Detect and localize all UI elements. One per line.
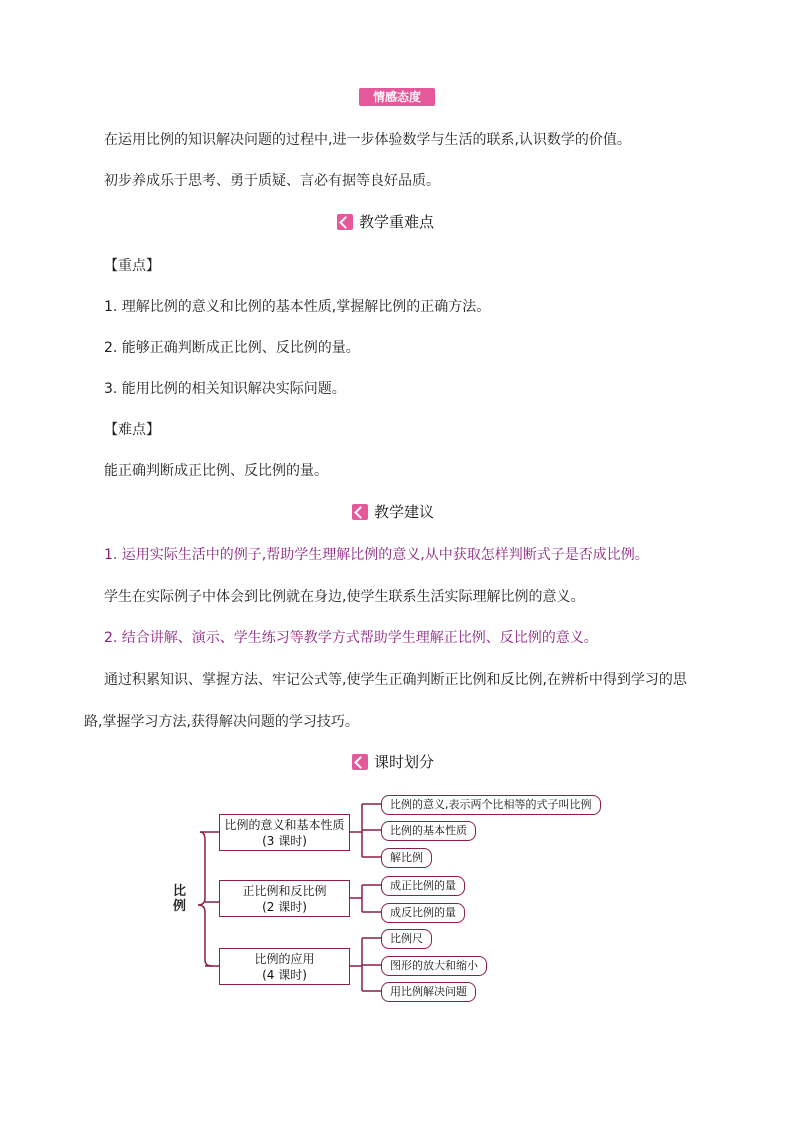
suggestion-2-body-line-1: 通过积累知识、掌握方法、牢记公式等,使学生正确判断正比例和反比例,在辨析中得到学习的思 [104, 672, 687, 688]
key-point-1: 1. 理解比例的意义和比例的基本性质,掌握解比例的正确方法。 [104, 299, 491, 315]
key-points-label: 【重点】 [104, 258, 160, 274]
suggestion-1-title: 1. 运用实际生活中的例子,帮助学生理解比例的意义,从中获取怎样判断式子是否成比例。 [104, 547, 649, 563]
hard-point-1: 能正确判断成正比例、反比例的量。 [104, 463, 328, 479]
group-hours: (3 课时) [262, 834, 307, 848]
group-title: 比例的应用 [254, 952, 315, 966]
diagram-root-label: 比例 [173, 884, 187, 914]
diagram-leaf: 比例的基本性质 [381, 821, 476, 841]
diagram-leaf: 比例的意义,表示两个比相等的式子叫比例 [381, 795, 601, 815]
section-heading-text: 教学重难点 [359, 213, 435, 231]
attitude-paragraph-2: 初步养成乐于思考、勇于质疑、言必有据等良好品质。 [104, 173, 440, 189]
key-point-2: 2. 能够正确判断成正比例、反比例的量。 [104, 340, 360, 356]
diagram-group-3 [219, 948, 350, 985]
section-badge-attitude: 情感态度 [359, 88, 435, 106]
attitude-paragraph-1: 在运用比例的知识解决问题的过程中,进一步体验数学与生活的联系,认识数学的价值。 [104, 132, 631, 148]
diagram-leaf: 用比例解决问题 [381, 982, 476, 1002]
diagram-leaf: 比例尺 [381, 929, 432, 949]
section-heading-text: 教学建议 [374, 503, 435, 521]
suggestion-2-title: 2. 结合讲解、演示、学生练习等教学方式帮助学生理解正比例、反比例的意义。 [104, 630, 598, 646]
diagram-leaf: 成反比例的量 [381, 903, 465, 923]
group-hours: (4 课时) [262, 968, 307, 982]
suggestion-2-body-line-2: 路,掌握学习方法,获得解决问题的学习技巧。 [84, 714, 359, 730]
group-hours: (2 课时) [262, 900, 307, 914]
diagram-leaf: 解比例 [381, 848, 432, 868]
diagram-leaf: 图形的放大和缩小 [381, 956, 487, 976]
diagram-group-2 [219, 880, 350, 917]
group-title: 正比例和反比例 [242, 884, 327, 898]
suggestion-1-body: 学生在实际例子中体会到比例就在身边,使学生联系生活实际理解比例的意义。 [104, 589, 585, 605]
group-title: 比例的意义和基本性质 [224, 818, 345, 832]
hard-points-label: 【难点】 [104, 422, 160, 438]
diagram-leaf: 成正比例的量 [381, 876, 465, 896]
key-point-3: 3. 能用比例的相关知识解决实际问题。 [104, 381, 346, 397]
diagram-group-1 [219, 814, 350, 851]
section-heading-text: 课时划分 [374, 753, 435, 771]
